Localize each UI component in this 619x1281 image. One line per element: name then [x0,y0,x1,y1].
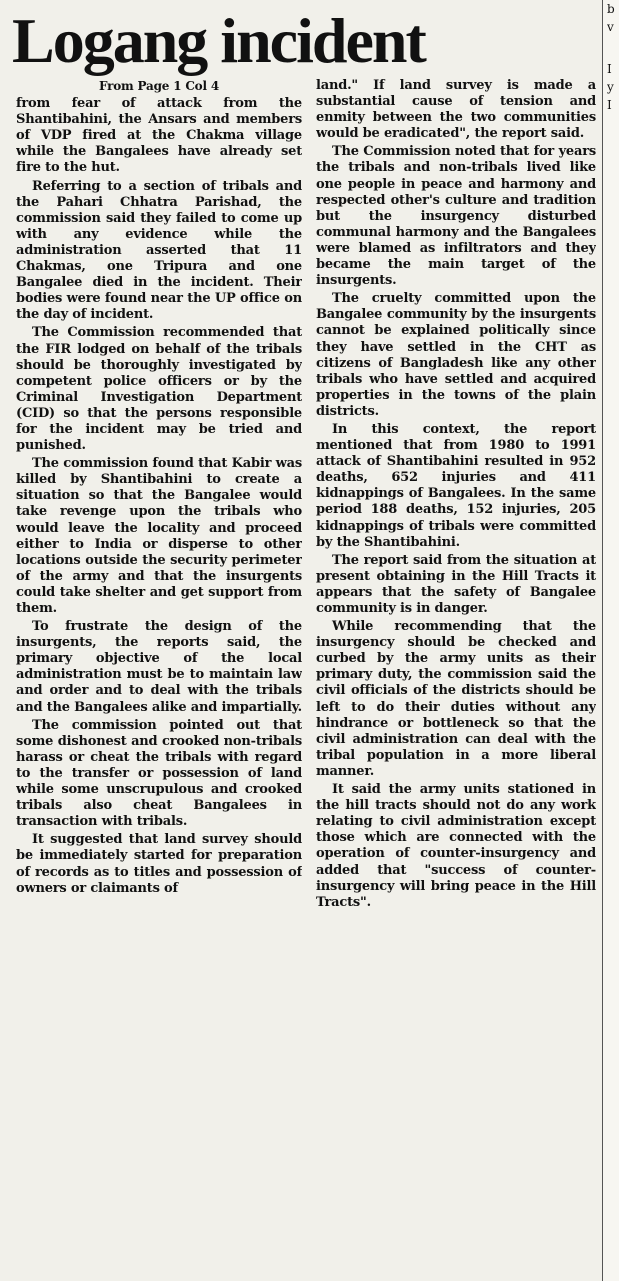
margin-fragment: I [607,98,612,112]
continuation-line: From Page 1 Col 4 [99,79,219,93]
margin-fragment: I [607,62,612,76]
paragraph: In this context, the report mentioned that from 1980 to 1991 attack of Shantibahini resulted in 952 deaths, 652 injuries and 411 kidnappings of Bangalees. In the same period 188 deaths, 152 injuries, 205 kidnappings of tribals were committed by the Shantibahini. [316,421,596,550]
paragraph: The Commission noted that for years the tribals and non-tribals lived like one people in peace and harmony and respected other's culture and tradition but the insurgency disturbed communal harmony and the Bangalees were blamed as infiltrators and they became the main target of the insurgents. [316,144,596,289]
paragraph: It suggested that land survey should be immediately started for preparation of records as to titles and possession of owners or claimants of [16,832,302,896]
margin-fragment: y [607,80,614,94]
paragraph: It said the army units stationed in the hill tracts should not do any work relating to civil administration except those which are connected with the operation of counter-insurgency and added that "success of counter-insurgency will bring peace in the Hill Tracts". [316,782,596,910]
article-headline: Logang incident [12,5,425,76]
article-column-2 [316,78,596,1275]
paragraph: The commission found that Kabir was killed by Shantibahini to create a situation so that the Bangalee would take revenge upon the tribals who would leave the locality and proceed either to India or disperse to other locations outside the security perimeter of the army and that the insurgents could take shelter and get support from them. [16,456,302,616]
paragraph: The cruelty committed upon the Bangalee community by the insurgents cannot be explained politically since they have settled in the CHT as citizens of Bangladesh like any other tribals who have settled and acquired properties in the towns of the plain districts. [316,291,596,419]
paragraph: from fear of attack from the Shantibahini, the Ansars and members of VDP fired at the Chakma village while the Bangalees have already set fire to the hut. [16,96,302,176]
paragraph: While recommending that the insurgency should be checked and curbed by the army units as their primary duty, the commission said the civil officials of the districts should be left to do their duties without any hindrance or bottleneck so that the civil administration can deal with the tribal population in a more liberal manner. [316,619,596,779]
adjacent-column-strip [602,0,619,1281]
paragraph: The commission pointed out that some dishonest and crooked non-tribals harass or cheat the tribals with regard to the transfer or possession of land while some unscrupulous and crooked tribals also cheat Bangalees in transaction with tribals. [16,717,302,830]
margin-fragment: b [607,2,615,16]
paragraph: The report said from the situation at present obtaining in the Hill Tracts it appears that the safety of Bangalee community is in danger. [316,552,596,616]
paragraph: Referring to a section of tribals and the Pahari Chhatra Parishad, the commission said they failed to come up with any evidence while the administration asserted that 11 Chakmas, one Tripura and one Bangalee died in the incident. Their bodies were found near the UP office on the day of incident. [16,178,302,323]
article-column-1 [16,78,302,1275]
margin-fragment: v [607,20,614,34]
paragraph: The Commission recommended that the FIR lodged on behalf of the tribals should be thoroughly investigated by competent police officers or by the Criminal Investigation Department (CID) so that the persons responsible for the incident may be tried and punished. [16,325,302,454]
paragraph: To frustrate the design of the insurgents, the reports said, the primary objective of the local administration must be to maintain law and order and to deal with the tribals and the Bangalees alike and impartially. [16,619,302,715]
paragraph: land." If land survey is made a substantial cause of tension and enmity between the two communities would be eradicated", the report said. [316,78,596,142]
